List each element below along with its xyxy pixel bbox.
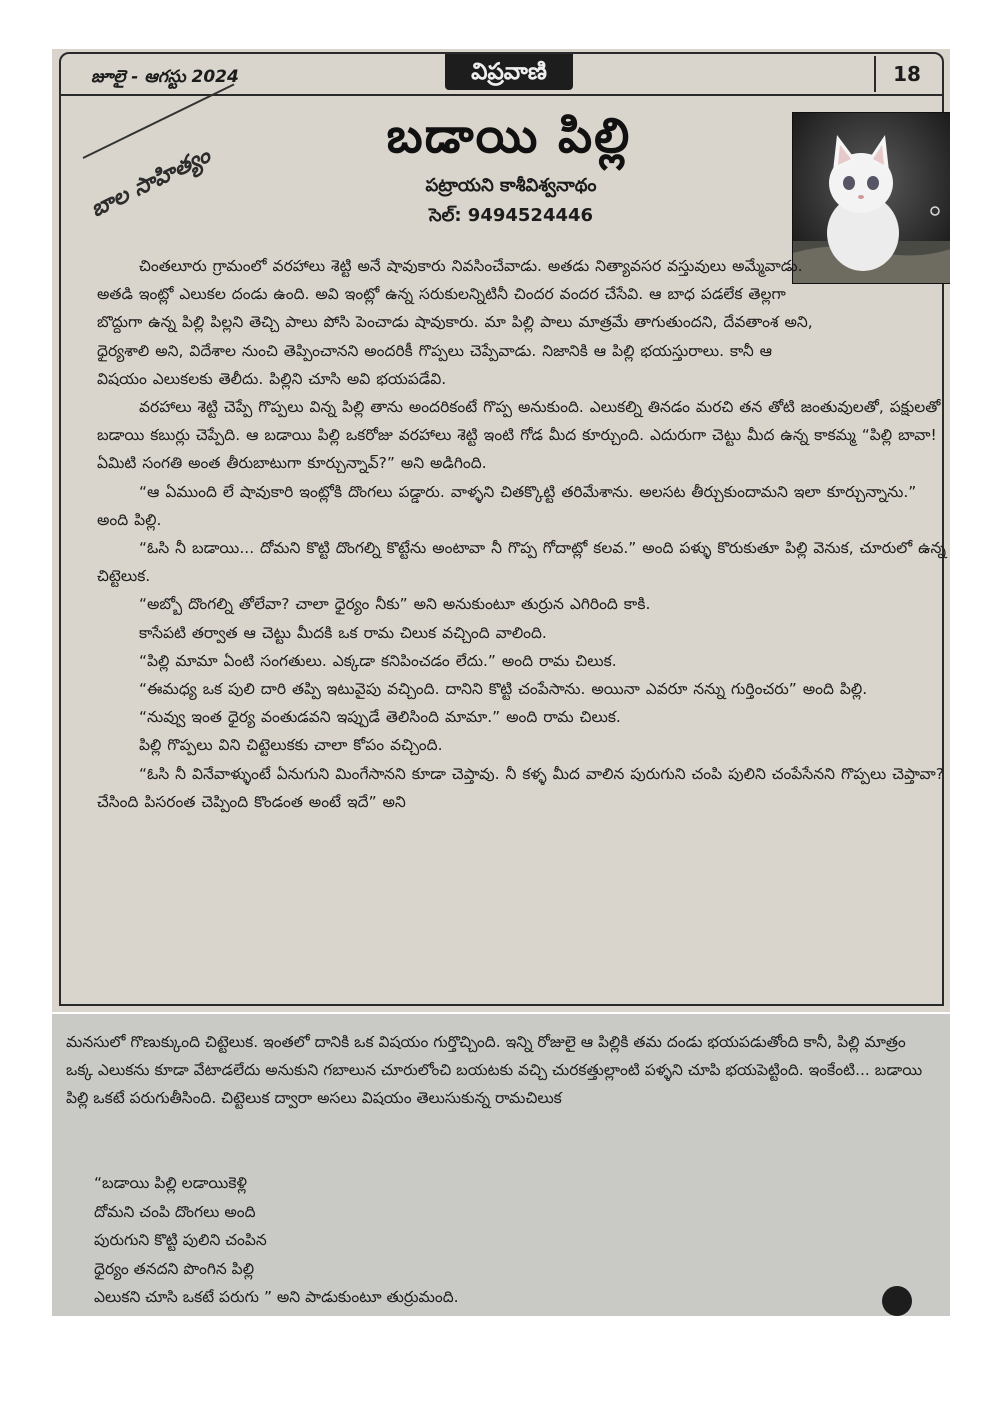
page-number: 18 [874, 56, 938, 92]
story-continuation [66, 1028, 928, 1113]
paragraph: “ఈమధ్య ఒక పులి దారి తప్పి ఇటువైపు వచ్చింది. దానిని కొట్టి చంపేసాను. అయినా ఎవరూ నన్ను గుర్తించరు” అంది పిల్లి. [139, 680, 868, 699]
paragraph: “ఓసి నీ వినేవాళ్ళుంటే ఏనుగుని మింగేసానని కూడా చెప్తావు. నీ కళ్ళ మీద వాలిన పురుగుని చంపి పులిని చంపేసేనని గొప్పలు చెప్తావా? చేసింది పిసరంత చెప్పింది కొండంత అంటే ఇదే” అని [97, 764, 944, 811]
header-divider [61, 94, 942, 96]
poem [94, 1169, 459, 1312]
magazine-page-top-scan [52, 49, 950, 1012]
section-label: బాల సాహిత్యం [86, 143, 215, 223]
end-of-story-mark-icon [882, 1286, 912, 1316]
page-frame [59, 52, 947, 1006]
paragraph: “అబ్బో దొంగల్ని తోలేవా? చాలా ధైర్యం నీకు” అని అనుకుంటూ తుర్రున ఎగిరింది కాకి. [139, 595, 651, 614]
poem-line: “బడాయి పిల్లి లడాయికెళ్లి [94, 1174, 247, 1192]
paragraph: పిల్లి గొప్పలు విని చిట్టెలుకకు చాలా కోపం వచ్చింది. [139, 736, 443, 755]
poem-line: పురుగుని కొట్టి పులిని చంపిన [94, 1231, 267, 1250]
paragraph: “పిల్లి మామా ఏంటి సంగతులు. ఎక్కడా కనిపించడం లేదు.” అంది రామ చిలుక. [139, 651, 617, 670]
poem-line: దోమని చంపి దొంగలు అంది [94, 1202, 256, 1221]
author-phone: సెల్: 9494524446 [428, 205, 594, 226]
paragraph: చింతలూరు గ్రామంలో వరహాలు శెట్టి అనే షావుకారు నివసించేవాడు. అతడు నిత్యావసర వస్తువులు అమ్మేవాడు. అతడి ఇంట్లో ఎలుకల దండు ఉంది. అవి ఇంట్లో ఉన్న సరుకులన్నిటినీ చిందర వందర చేసేవి. ఆ బాధ పడలేక తెల్లగా బొద్దుగా ఉన్న పిల్లి పిల్లని తెచ్చి పాలు పోసి పెంచాడు షావుకారు. మా పిల్లి పాలు మాత్రమే తాగుతుందని, దేవతాంశ అని, ధైర్యశాలి అని, విదేశాల నుంచి తెప్పించానని అందరికీ గొప్పలు చెప్పేవాడు. నిజానికి ఆ పిల్లి భయస్తురాలు. కానీ ఆ విషయం ఎలుకలకు తెలీదు. పిల్లిని చూసి అవి భయపడేవి. [97, 257, 813, 388]
story-title: బడాయి పిల్లి [386, 108, 632, 164]
magazine-masthead: విప్రవాణి [445, 54, 573, 90]
paragraph: “నువ్వు ఇంత ధైర్య వంతుడవని ఇప్పుడే తెలిసింది మామా.” అంది రామ చిలుక. [139, 708, 621, 727]
magazine-page-bottom-scan [52, 1014, 950, 1316]
paragraph: కాసేపటి తర్వాత ఆ చెట్టు మీదకి ఒక రామ చిలుక వచ్చింది వాలింది. [139, 623, 547, 642]
poem-line: ధైర్యం తనదని పొంగిన పిల్లి [94, 1259, 255, 1278]
story-body [97, 252, 947, 816]
continuation-paragraph: మనసులో గొణుక్కుంది చిట్టెలుక. ఇంతలో దానికి ఒక విషయం గుర్తొచ్చింది. ఇన్ని రోజులై ఆ పిల్లికి తమ దండు భయపడుతోంది కానీ, పిల్లి మాత్రం ఒక్క ఎలుకను కూడా వేటాడలేదు అనుకుని గబాలున చూరులోంచి బయటకు వచ్చి చురకత్తుల్లాంటి పళ్ళని చూపి భయపెట్టింది. ఇంకేంటి... బడాయి పిల్లి ఒకటే పరుగుతీసింది. చిట్టెలుక ద్వారా అసలు విషయం తెలుసుకున్న రామచిలుక [66, 1033, 923, 1108]
poem-line: ఎలుకని చూసి ఒకటే పరుగు ” అని పాడుకుంటూ తుర్రుమంది. [94, 1288, 459, 1307]
paragraph: “ఆ ఏముంది లే షావుకారి ఇంట్లోకి దొంగలు పడ్డారు. వాళ్ళని చితక్కొట్టి తరిమేశాను. అలసట తీర్చుకుందామని ఇలా కూర్చున్నాను.” అంది పిల్లి. [97, 482, 917, 529]
paragraph: “ఓసి నీ బడాయి... దోమని కొట్టి దొంగల్ని కొట్టేను అంటావా నీ గొప్ప గోదాట్లో కలవ.” అంది పళ్ళు కొరుకుతూ పిల్లి వెనుక, చూరులో ఉన్న చిట్టెలుక. [97, 539, 947, 586]
author-name: పట్రాయని కాశీవిశ్వనాథం [425, 175, 597, 196]
paragraph: వరహాలు శెట్టి చెప్పే గొప్పలు విన్న పిల్లి తాను అందరికంటే గొప్ప అనుకుంది. ఎలుకల్ని తినడం మరచి తన తోటి జంతువులతో, పక్షులతో బడాయి కబుర్లు చెప్పేది. ఆ బడాయి పిల్లి ఒకరోజు వరహాలు శెట్టి ఇంటి గోడ మీద కూర్చుంది. ఎదురుగా చెట్టు మీద ఉన్న కాకమ్మ “పిల్లి బావా! ఏమిటి సంగతి అంత తీరుబాటుగా కూర్చున్నావ్?” అని అడిగింది. [97, 398, 941, 473]
issue-date: జూలై - ఆగస్టు 2024 [91, 67, 239, 87]
